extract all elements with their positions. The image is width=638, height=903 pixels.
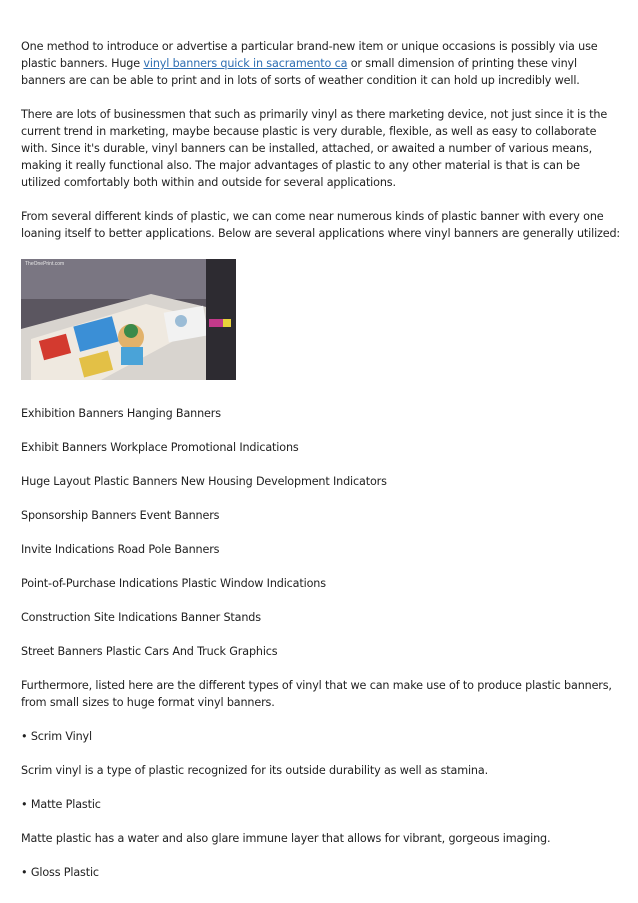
application-item: Exhibition Banners Hanging Banners <box>21 407 221 420</box>
applications-intro-paragraph: From several different kinds of plastic, we can come near numerous kinds of plastic banner with every one loaning itself to better applications. Below are several applications where vinyl banners are generally utilized: <box>21 210 621 240</box>
intro-paragraph <box>21 38 621 89</box>
photo-watermark: TheOnePrint.com <box>25 261 65 267</box>
application-item: Exhibit Banners Workplace Promotional Indications <box>21 441 299 454</box>
printer-photo <box>21 259 236 380</box>
intro-text-before: One method to introduce or advertise a particular brand-new item or unique occasions is possibly via use plastic banners. Huge <box>21 40 598 70</box>
vinyl-type-heading: • Gloss Plastic <box>21 866 99 879</box>
application-item: Point-of-Purchase Indications Plastic Window Indications <box>21 577 326 590</box>
document-page <box>21 38 621 898</box>
printer-photo-illustration <box>21 259 236 380</box>
benefits-paragraph: There are lots of businessmen that such as primarily vinyl as there marketing device, not just since it is the current trend in marketing, maybe because plastic is very durable, flexible, as well as easy to collaborate with. Since it's durable, vinyl banners can be installed, attached, or awaited a number of various means, making it really functional also. The major advantages of plastic to any other material is that is can be utilized comfortably both within and outside for several applications. <box>21 108 608 189</box>
application-item: Invite Indications Road Pole Banners <box>21 543 220 556</box>
vinyl-type-heading: • Scrim Vinyl <box>21 730 92 743</box>
vinyl-type-heading: • Matte Plastic <box>21 798 101 811</box>
vinyl-type-description: Matte plastic has a water and also glare immune layer that allows for vibrant, gorgeous imaging. <box>21 832 551 845</box>
application-item: Sponsorship Banners Event Banners <box>21 509 220 522</box>
application-item: Street Banners Plastic Cars And Truck Graphics <box>21 645 278 658</box>
vinyl-type-description: Scrim vinyl is a type of plastic recognized for its outside durability as well as stamina. <box>21 764 488 777</box>
application-item: Huge Layout Plastic Banners New Housing Development Indicators <box>21 475 387 488</box>
intro-text-after: or small dimension of printing these vinyl banners are can be able to print and in lots of sorts of weather condition it can hold up incredibly well. <box>21 57 580 87</box>
vinyl-types-intro-paragraph: Furthermore, listed here are the different types of vinyl that we can make use of to produce plastic banners, from small sizes to huge format vinyl banners. <box>21 679 612 709</box>
application-item: Construction Site Indications Banner Stands <box>21 611 261 624</box>
vinyl-banners-link[interactable]: vinyl banners quick in sacramento ca <box>143 57 348 70</box>
